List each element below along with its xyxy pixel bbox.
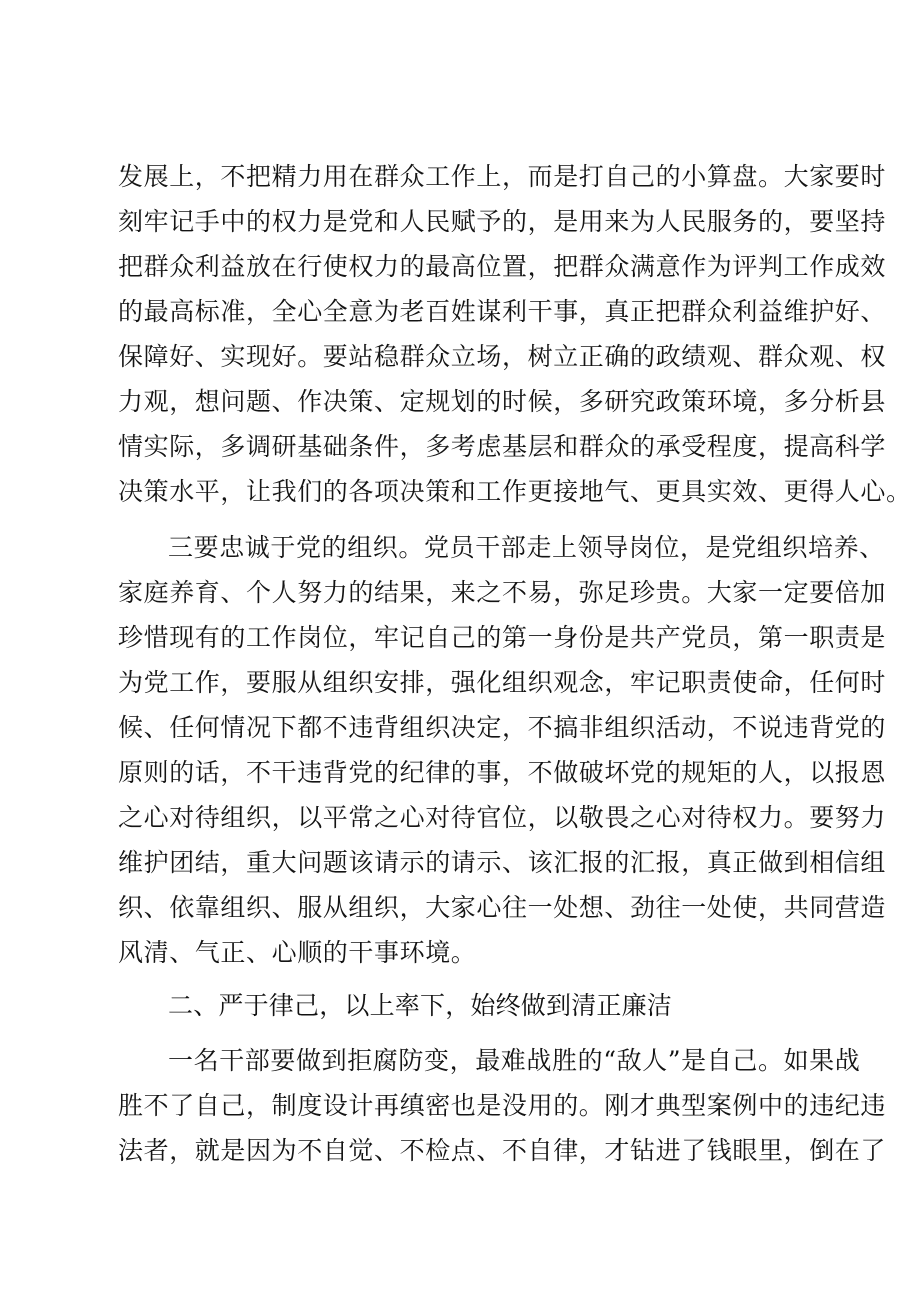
body-text-line: 珍惜现有的工作岗位，牢记自己的第一身份是共产党员，第一职责是	[118, 623, 887, 652]
body-text-line: 的最高标准，全心全意为老百姓谋利干事，真正把群众利益维护好、	[118, 297, 887, 326]
body-text-line: 发展上，不把精力用在群众工作上，而是打自己的小算盘。大家要时	[118, 162, 887, 191]
body-text-line: 保障好、实现好。要站稳群众立场，树立正确的政绩观、群众观、权	[118, 342, 887, 371]
body-text-line: 维护团结，重大问题该请示的请示、该汇报的汇报，真正做到相信组	[118, 848, 887, 877]
body-text-line: 胜不了自己，制度设计再缜密也是没用的。刚才典型案例中的违纪违	[118, 1091, 887, 1120]
section-heading: 二、严于律己，以上率下，始终做到清正廉洁	[168, 991, 673, 1020]
body-text-line: 为党工作，要服从组织安排，强化组织观念，牢记职责使命，任何时	[118, 668, 887, 697]
body-text-line: 家庭养育、个人努力的结果，来之不易，弥足珍贵。大家一定要倍加	[118, 578, 887, 607]
body-text-line: 刻牢记手中的权力是党和人民赋予的，是用来为人民服务的，要坚持	[118, 207, 887, 236]
body-text-line: 法者，就是因为不自觉、不检点、不自律，才钻进了钱眼里，倒在了	[118, 1136, 887, 1165]
paragraph-first-line: 一名干部要做到拒腐防变，最难战胜的“敌人”是自己。如果战	[168, 1046, 861, 1075]
paragraph-first-line: 三要忠诚于党的组织。党员干部走上领导岗位，是党组织培养、	[168, 533, 885, 562]
body-text-line: 把群众利益放在行使权力的最高位置，把群众满意作为评判工作成效	[118, 252, 887, 281]
body-text-line: 织、依靠组织、服从组织，大家心往一处想、劲往一处使，共同营造	[118, 893, 887, 922]
body-text-line: 候、任何情况下都不违背组织决定，不搞非组织活动，不说违背党的	[118, 713, 887, 742]
body-text-line: 决策水平，让我们的各项决策和工作更接地气、更具实效、更得人心。	[118, 477, 912, 506]
body-text-line: 原则的话，不干违背党的纪律的事，不做破坏党的规矩的人，以报恩	[118, 758, 887, 787]
body-text-line: 力观，想问题、作决策、定规划的时候，多研究政策环境，多分析县	[118, 387, 887, 416]
body-text-line: 之心对待组织，以平常之心对待官位，以敬畏之心对待权力。要努力	[118, 803, 887, 832]
body-text-line: 风清、气正、心顺的干事环境。	[118, 938, 477, 967]
body-text-line: 情实际，多调研基础条件，多考虑基层和群众的承受程度，提高科学	[118, 432, 887, 461]
